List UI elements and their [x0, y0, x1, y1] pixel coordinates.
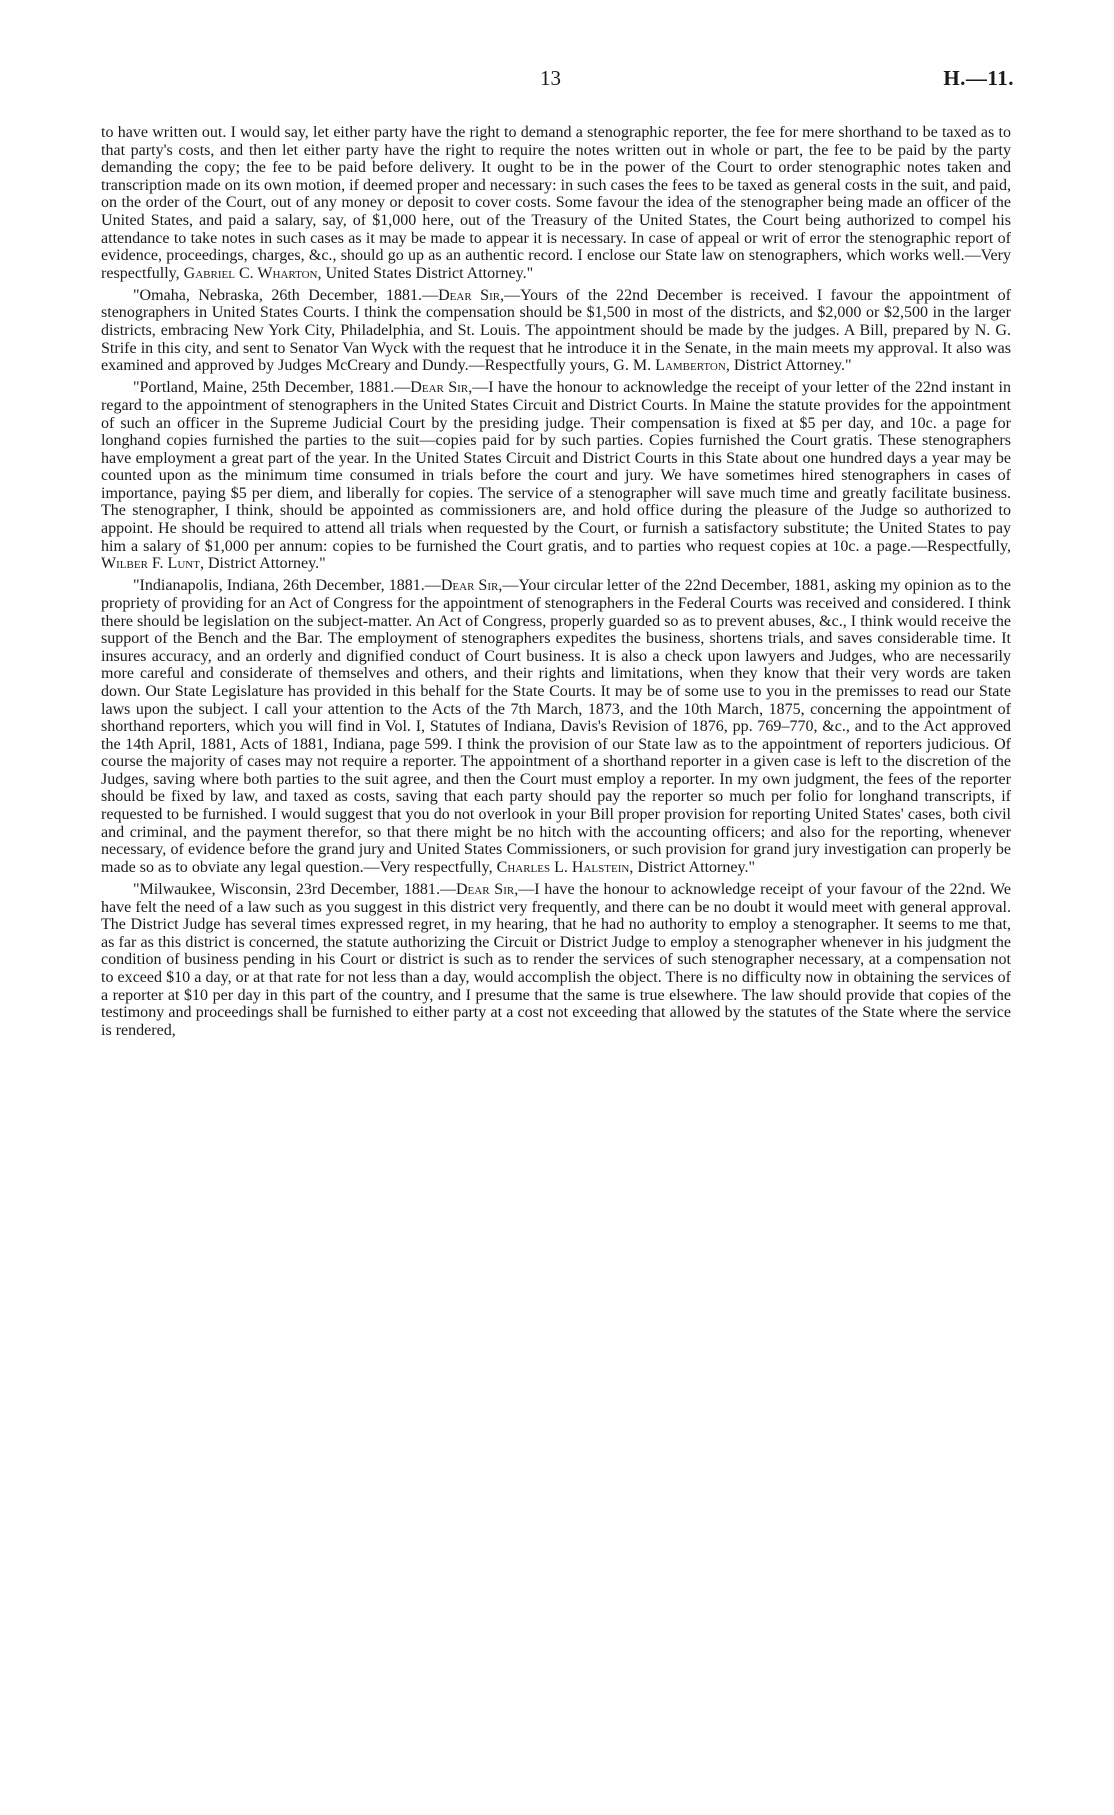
paragraph-text-continued: ,—Your circular letter of the 22nd December, 1881, asking my opinion as to the propriety of providing for an Act of Congress for the appointment of stenographers in the Federal Courts was received and considered. I think there should be legislation on the subject-matter. An Act of Congress, properly guarded so as to prevent abuses, &c., I think would receive the support of the Bench and the Bar. The employment of stenographers expedites the business, shortens trials, and saves considerable time. It insures accuracy, and an orderly and dignified conduct of Court business. It is also a check upon lawyers and Judges, who are necessarily more careful and considerate of themselves and others, and their rights and limitations, when they know that their very words are taken down. Our State Legislature has provided in this behalf for the State Courts. It may be of some use to you in the premisses to read our State laws upon the subject. I call your attention to the Acts of the 7th March, 1873, and the 10th March, 1875, concerning the appointment of shorthand reporters, which you will find in Vol. I, Statutes of Indiana, Davis's Revision of 1876, pp. 769–770, &c., and to the Act approved the 14th April, 1881, Acts of 1881, Indiana, page 599. I think the provision of our State law as to the appointment of reporters judicious. Of course the majority of cases may not require a reporter. The appointment of a shorthand reporter in a given case is left to the discretion of the Judges, saving where both parties to the suit agree, and then the Court must employ a reporter. In my own judgment, the fees of the reporter should be fixed by law, and taxed as costs, saving that each party should pay the reporter so much per folio for longhand transcripts, if requested to be furnished. I would suggest that you do not overlook in your Bill proper provision for reporting United States' cases, both civil and criminal, and the payment therefor, so that there might be no hitch with the accounting officers; and also for the reporting, whenever necessary, of evidence before the grand jury and United States Commissioners, or such provision for grand jury investigation can properly be made so as to obviate any legal question.—Very respectfully,	[101, 577, 1011, 876]
paragraph-text-continued: ,—I have the honour to acknowledge receipt of your favour of the 22nd. We have felt the need of a law such as you suggest in this district very frequently, and there can be no doubt it would meet with general approval. The District Judge has several times expressed regret, in my hearing, that he had no authority to employ a stenographer. It seems to me that, as far as this district is concerned, the statute authorizing the Circuit or District Judge to employ a stenographer whenever in his judgment the condition of business pending in his Court or district is such as to render the services of such stenographer necessary, at a compensation not to exceed $10 a day, or at that rate for not less than a day, would accomplish the object. There is no difficulty now in obtaining the services of a reporter at $10 per day in this part of the country, and I presume that the same is true elsewhere. The law should provide that copies of the testimony and proceedings shall be furnished to either party at a cost not exceeding that allowed by the statutes of the State where the service is rendered,	[101, 880, 1011, 1039]
paragraph-indianapolis-letter	[101, 577, 1011, 876]
salutation: Dear Sir	[455, 880, 515, 898]
paragraph-text: "Omaha, Nebraska, 26th December, 1881.—	[133, 286, 439, 304]
signature: Gabriel C. Wharton	[183, 264, 318, 282]
salutation: Dear Sir	[438, 286, 501, 304]
paragraph-text: "Milwaukee, Wisconsin, 23rd December, 1881.—	[133, 880, 456, 898]
paragraph-text: to have written out. I would say, let either party have the right to demand a stenographic reporter, the fee for mere shorthand to be taxed as to that party's costs, and then let either party have the right to require the notes written out in whole or part, the fee to be paid by the party demanding the copy; the fee to be paid before delivery. It ought to be in the power of the Court to order stenographic notes taken and transcription made on its own motion, if deemed proper and necessary: in such cases the fees to be taxed as general costs in the suit, and paid, on the order of the Court, out of any money or deposit to cover costs. Some favour the idea of the stenographer being made an officer of the United States, and paid a salary, say, of $1,000 here, out of the Treasury of the United States, the Court being authorized to compel his attendance to take notes in such cases as it may be made to appear it is necessary. In case of appeal or writ of error the stenographic report of evidence, proceedings, charges, &c., should go up as an authentic record. I enclose our State law on stenographers, which works well.—Very respectfully,	[101, 124, 1011, 282]
salutation: Dear Sir	[410, 379, 469, 397]
paragraph-wharton-letter	[101, 124, 1011, 282]
paragraph-text-continued: ,—Yours of the 22nd December is received. I favour the appointment of stenographers in United States Courts. I think the compensation should be $1,500 in most of the districts, and $2,000 or $2,500 in the larger districts, embracing New York City, Philadelphia, and St. Louis. The appointment should be made by the judges. A Bill, prepared by N. G. Strife in this city, and sent to Senator Van Wyck with the request that he introduce it in the Senate, in the main meets my approval. It also was examined and approved by Judges McCreary and Dundy.—Respectfully yours, G. M.	[101, 286, 1011, 375]
signature: Charles L. Halstein	[496, 858, 630, 876]
paragraph-text: "Indianapolis, Indiana, 26th December, 1881.—	[133, 577, 441, 595]
salutation: Dear Sir	[440, 577, 499, 595]
page-header	[0, 66, 1114, 96]
paragraph-portland-letter	[101, 379, 1011, 573]
body-text	[101, 124, 1011, 1044]
paragraph-text: "Portland, Maine, 25th December, 1881.—	[133, 379, 411, 397]
paragraph-omaha-letter	[101, 287, 1011, 375]
closing: , United States District Attorney."	[317, 264, 534, 282]
closing: , District Attorney."	[629, 858, 756, 876]
closing: , District Attorney."	[725, 357, 852, 375]
closing: , District Attorney."	[199, 555, 326, 573]
page-number: 13	[540, 66, 561, 90]
signature: Wilber F. Lunt	[101, 555, 200, 573]
signature: Lamberton	[655, 357, 726, 375]
document-reference: H.—11.	[943, 66, 1014, 90]
paragraph-text-continued: ,—I have the honour to acknowledge the receipt of your letter of the 22nd instant in regard to the appointment of stenographers in the United States Circuit and District Courts. In Maine the statute provides for the appointment of such an officer in the Supreme Judicial Court by the presiding judge. Their compensation is fixed at $5 per day, and 10c. a page for longhand copies furnished the parties to the suit—copies paid for by such parties. Copies furnished the Court gratis. These stenographers have employment a great part of the year. In the United States Circuit and District Courts in this State about one hundred days a year may be counted upon as the minimum time consumed in trials before the court and jury. We have sometimes hired stenographers in cases of importance, paying $5 per diem, and liberally for copies. The service of a stenographer will save much time and greatly facilitate business. The stenographer, I think, should be appointed as commissioners are, and hold office during the pleasure of the Judge so authorized to appoint. He should be required to attend all trials when requested by the Court, or furnish a satisfactory substitute; the United States to pay him a salary of $1,000 per annum: copies to be furnished the Court gratis, and to parties who request copies at 10c. a page.—Respectfully,	[101, 379, 1011, 555]
paragraph-milwaukee-letter	[101, 881, 1011, 1039]
